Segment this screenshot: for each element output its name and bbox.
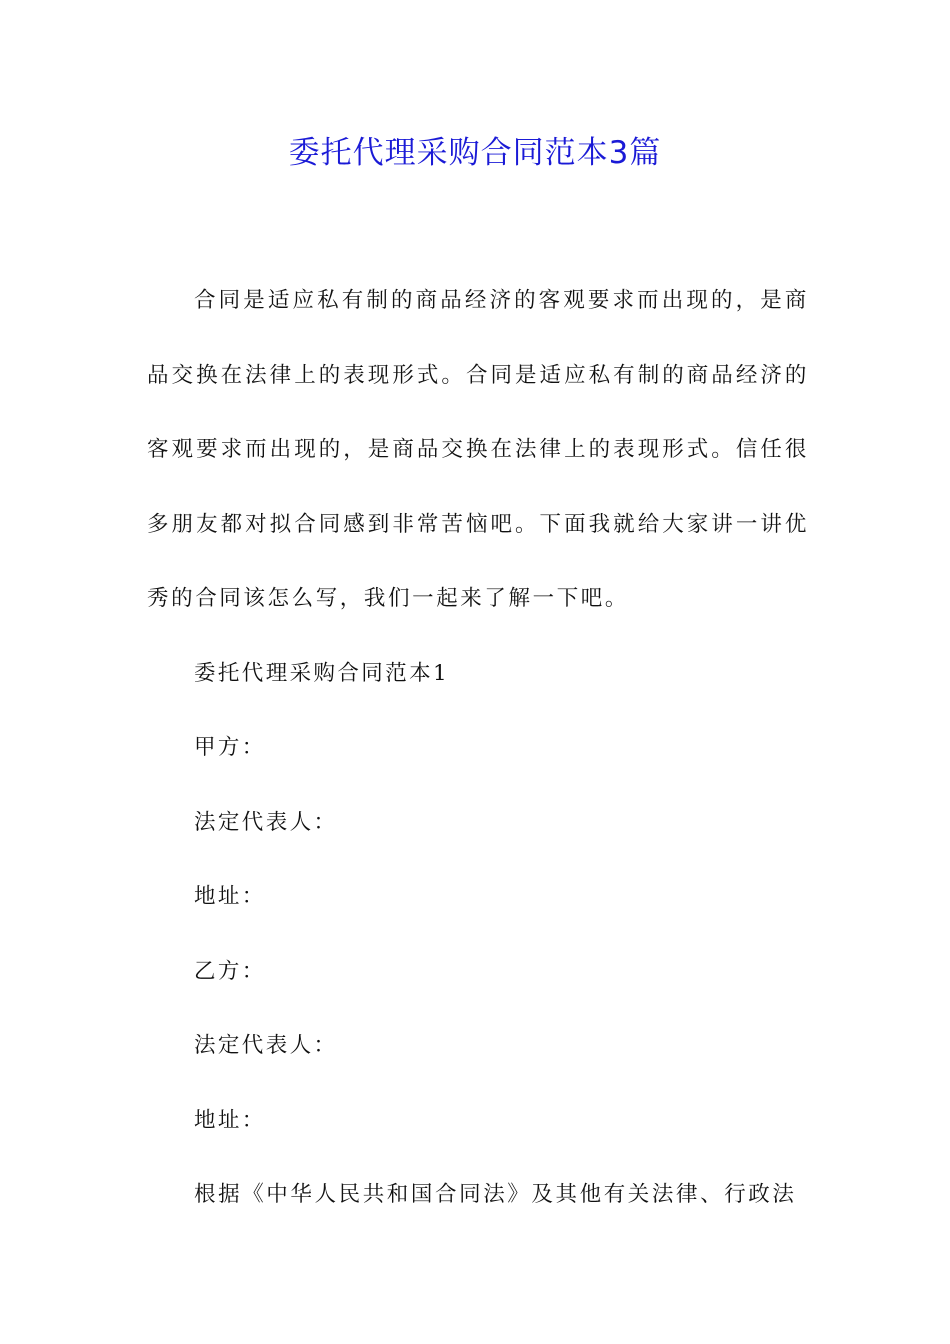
section-title: 委托代理采购合同范本1: [194, 660, 450, 686]
legal-basis-paragraph: 根据《中华人民共和国合同法》及其他有关法律、行政法: [194, 1182, 797, 1207]
intro-paragraph: 合同是适应私有制的商品经济的客观要求而出现的，是商品交换在法律上的表现形式。合同是适应私有制的商品经济的客观要求而出现的，是商品交换在法律上的表现形式。信任很多朋友都对拟合同感到非常苦恼吧。下面我就给大家讲一讲优秀的合同该怎么写，我们一起来了解一下吧。: [147, 288, 809, 611]
document-body: [147, 264, 809, 1233]
document-title: 委托代理采购合同范本3篇: [288, 135, 662, 171]
party-b-address-label: 地址：: [194, 1107, 266, 1133]
party-b-label: 乙方：: [194, 958, 266, 984]
party-b-representative-label: 法定代表人：: [194, 1033, 338, 1058]
party-a-representative-label: 法定代表人：: [194, 809, 338, 835]
party-a-label: 甲方：: [194, 735, 266, 760]
party-a-address-label: 地址：: [194, 884, 266, 909]
